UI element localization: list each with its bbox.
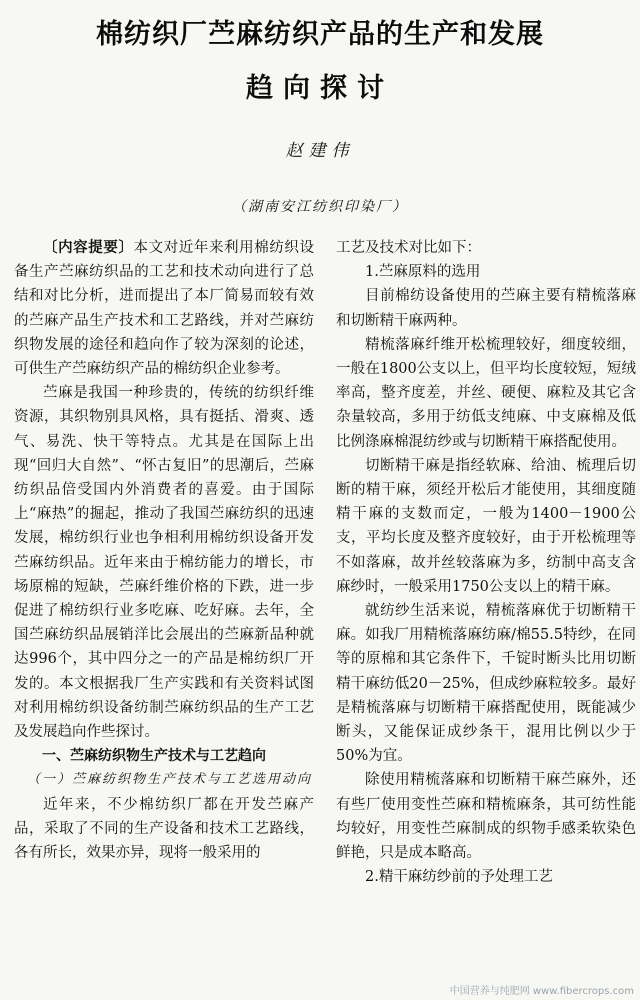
body-paragraph: 目前棉纺设备使用的苎麻主要有精梳落麻和切断精干麻两种。: [336, 288, 636, 329]
body-paragraph: 切断精干麻是指经软麻、给油、梳理后切断的精干麻，须经开松后才能使用，其细度随精干麻的支数而定，一般为1400－1900公支，平均长度及整齐度较好，由于开松梳理等不如落麻，故并丝较落麻为多，纺制中高支含麻纱时，一般采用1750公支以上的精干麻。: [336, 457, 636, 595]
author-name: 赵建伟: [285, 141, 355, 161]
abstract-paragraph: [14, 236, 314, 381]
sub-heading-raw-material: 1.苎麻原料的选用: [365, 264, 481, 281]
body-paragraph: 就纺纱生活来说，精梳落麻优于切断精干麻。如我厂用精梳落麻纺麻/棉55.5特纱，在同等的原棉和其它条件下，千锭时断头比用切断精干麻纺低20－25%，但成纱麻粒较多。最好是精梳落麻与切断精干麻搭配使用，既能减少断头，又能保证成纱条干，混用比例以少于50%为宜。: [336, 603, 636, 765]
continued-text: 工艺及技术对比如下：: [336, 240, 481, 256]
abstract-text: 本文对近年来利用棉纺织设备生产苎麻纺织品的工艺和技术动向进行了总结和对比分析，进而提出了本厂简易而较有效的苎麻产品生产技术和工艺路线，并对苎麻纺织物发展的途径和趋向作了较为深刻的论述，可供生产苎麻纺织产品的棉纺织企业参考。: [14, 240, 315, 378]
body-paragraph: 精梳落麻纤维开松梳理较好，细度较细，一般在1800公支以上，但平均长度较短，短绒率高，整齐度差，并丝、硬便、麻粒及其它含杂量较高，多用于纺低支纯麻、中支麻棉及低比例涤麻棉混纺纱或与切断精干麻搭配使用。: [336, 336, 636, 450]
title-line-1: 棉纺织厂苎麻纺织产品的生产和发展: [96, 19, 544, 50]
intro-paragraph: 苎麻是我国一种珍贵的，传统的纺织纤维资源，其织物别具风格，具有挺括、滑爽、透气、易洗、快干等特点。尤其是在国际上出现“回归大自然”、“怀古复旧”的思潮后，苎麻纺织品倍受国内外消费者的喜爱。由于国际上“麻热”的掘起，推动了我国苎麻纺织的迅速发展，棉纺织行业也争相利用棉纺织设备开发苎麻纺织品。近年来由于棉纺能力的增长，市场原棉的短缺，苎麻纤维价格的下跌，进一步促进了棉纺织行业多吃麻、吃好麻。去年，全国苎麻纺织品展销洋比会展出的苎麻新品种就达996个，其中四分之一的产品是棉纺织厂开发的。本文根据我厂生产实践和有关资料试图对利用棉纺织设备纺制苎麻纺织品的生产工艺及发展趋向作些探讨。: [14, 385, 314, 741]
left-column: [14, 236, 314, 865]
right-column: [336, 236, 636, 889]
title-line-2: 趋向探讨: [246, 73, 394, 104]
author-affiliation: （湖南安江纺织印染厂）: [232, 199, 408, 215]
section-heading: 一、苎麻纺织物生产技术与工艺趋向: [42, 748, 266, 765]
sub-heading-pretreatment: 2.精干麻纺纱前的予处理工艺: [365, 869, 553, 886]
body-paragraph: 近年来，不少棉纺织厂都在开发苎麻产品，采取了不同的生产设备和技术工艺路线，各有所长，效果亦异，现将一般采用的: [14, 796, 314, 862]
subsection-heading: （一）苎麻纺织物生产技术与工艺选用动向: [27, 772, 313, 788]
abstract-tag: 〔内容提要〕: [43, 239, 134, 256]
body-paragraph: 除使用精梳落麻和切断精干麻苎麻外，还有些厂使用变性苎麻和精梳麻条，其可纺性能均较好，用变性苎麻制成的织物手感柔软染色鲜艳，只是成本略高。: [336, 772, 636, 862]
watermark: 中国营养与纯肥网 www.fibercrops.com: [449, 986, 634, 997]
